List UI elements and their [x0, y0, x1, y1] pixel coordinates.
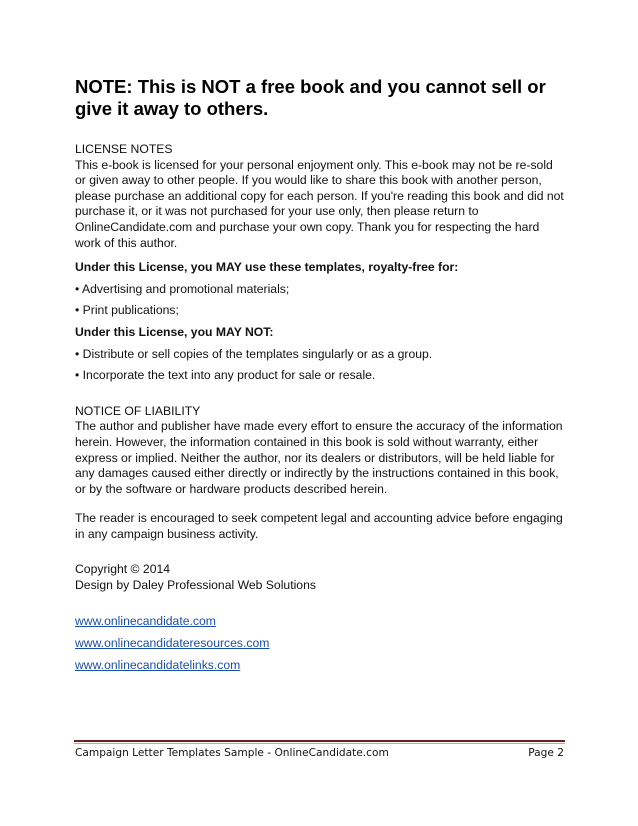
- liability-heading: NOTICE OF LIABILITY: [75, 403, 201, 418]
- page-footer: [75, 746, 564, 760]
- may-use-item: • Print publications;: [75, 303, 179, 318]
- link-onlinecandidate-links[interactable]: www.onlinecandidatelinks.com: [75, 657, 241, 672]
- license-heading: LICENSE NOTES: [75, 142, 173, 156]
- may-use-heading: Under this License, you MAY use these templates, royalty-free for:: [75, 260, 459, 275]
- footer-title: Campaign Letter Templates Sample - OnlineCandidate.com: [75, 747, 389, 759]
- design-credit: Design by Daley Professional Web Solutions: [75, 578, 316, 593]
- may-use-item: • Advertising and promotional materials;: [75, 281, 290, 296]
- legal-advice-note: The reader is encouraged to seek competent legal and accounting advice before engaging in any campaign business activity.: [75, 511, 563, 541]
- license-body: This e-book is licensed for your personal enjoyment only. This e-book may not be re-sold or given away to other people. If you would like to share this book with another person, please purchase an additional copy for each person. If you're reading this book and did not purchase it, or it was not purchased for your use only, then please return to OnlineCandidate.com and purchase your own copy. Thank you for respecting the hard work of this author.: [75, 157, 564, 250]
- may-not-item: • Distribute or sell copies of the templates singularly or as a group.: [75, 346, 433, 361]
- page-title: NOTE: This is NOT a free book and you cannot sell or give it away to others.: [75, 76, 546, 119]
- may-not-heading: Under this License, you MAY NOT:: [75, 324, 274, 339]
- footer-divider: [74, 740, 565, 742]
- page-number: Page 2: [528, 747, 564, 759]
- page-content: [75, 76, 567, 680]
- link-onlinecandidate-resources[interactable]: www.onlinecandidateresources.com: [75, 635, 270, 650]
- may-not-item: • Incorporate the text into any product for sale or resale.: [75, 368, 376, 383]
- copyright-line: Copyright © 2014: [75, 562, 171, 577]
- link-onlinecandidate[interactable]: www.onlinecandidate.com: [75, 613, 216, 628]
- footer-divider-shadow: [74, 743, 565, 744]
- liability-body: The author and publisher have made every effort to ensure the accuracy of the information herein. However, the information contained in this book is sold without warranty, either express or implied. Neither the author, nor its dealers or distributors, will be held liable for any damages caused either directly or indirectly by the instructions contained in this book, or by the software or hardware products described herein.: [75, 419, 563, 496]
